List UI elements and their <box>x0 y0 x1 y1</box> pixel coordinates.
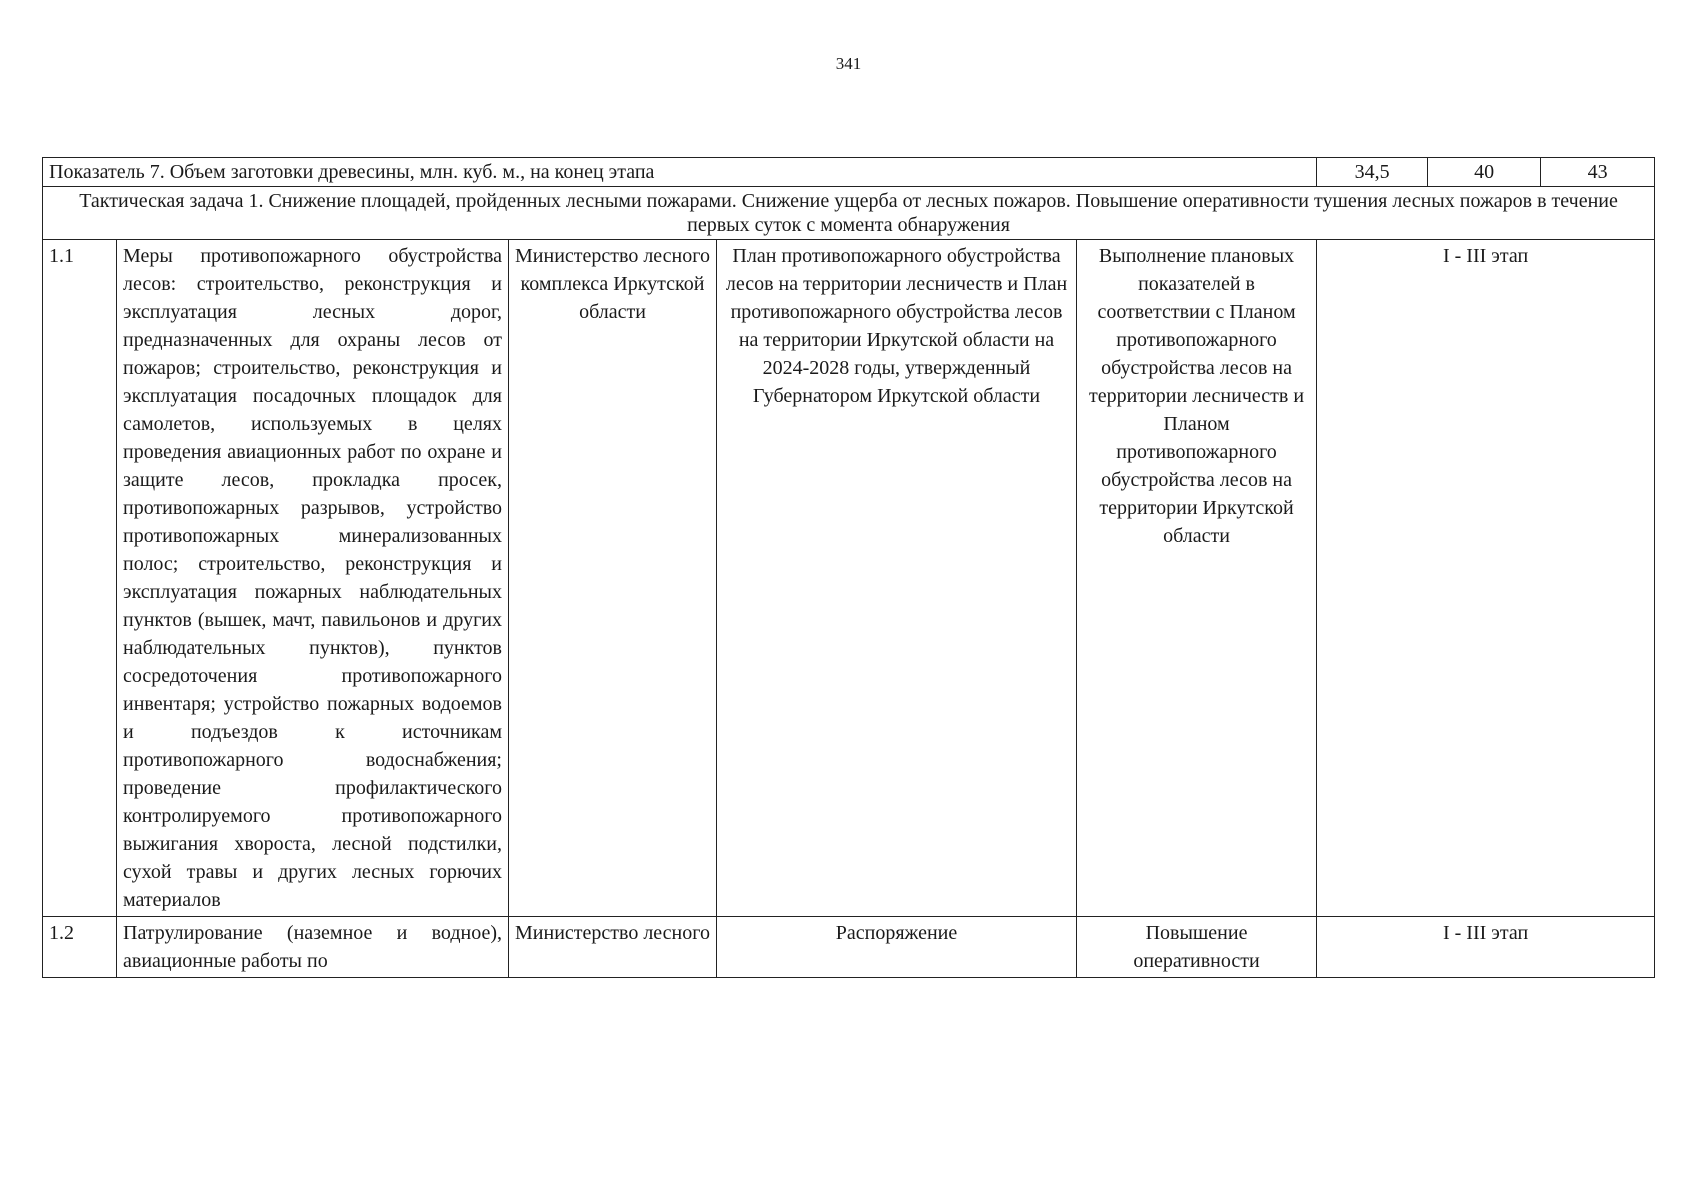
legal-document: План противопожарного обустройства лесов на территории лесничеств и План противопожарного обустройства лесов на территории Иркутской области на 2024-2028 годы, утвержденный Губернатором Иркутской области <box>717 240 1077 917</box>
row-number: 1.2 <box>43 917 117 978</box>
row-number: 1.1 <box>43 240 117 917</box>
indicator-value-stage-2: 40 <box>1428 158 1541 187</box>
measure-description: Меры противопожарного обустройства лесов: строительство, реконструкция и эксплуатация лесных дорог, предназначенных для охраны лесов от пожаров; строительство, реконструкция и эксплуатация посадочных площадок для самолетов, используемых в целях проведения авиационных работ по охране и защите лесов, прокладка просек, противопожарных разрывов, устройство противопожарных минерализованных полос; строительство, реконструкция и эксплуатация пожарных наблюдательных пунктов (вышек, мачт, павильонов и других наблюдательных пунктов), пунктов сосредоточения противопожарного инвентаря; устройство пожарных водоемов и подъездов к источникам противопожарного водоснабжения; проведение профилактического контролируемого противопожарного выжигания хвороста, лесной подстилки, сухой травы и других лесных горючих материалов <box>117 240 509 917</box>
page-number: 341 <box>835 54 862 73</box>
legal-document: Распоряжение <box>717 917 1077 978</box>
executor: Министерство лесного комплекса Иркутской области <box>509 240 717 917</box>
executor: Министерство лесного <box>509 917 717 978</box>
table-row <box>43 917 1655 978</box>
expected-result: Выполнение плановых показателей в соответствии с Планом противопожарного обустройства лесов на территории лесничеств и Планом противопожарного обустройства лесов на территории Иркутской области <box>1077 240 1317 917</box>
indicator-value-stage-3: 43 <box>1541 158 1655 187</box>
measure-description: Патрулирование (наземное и водное), авиационные работы по <box>117 917 509 978</box>
indicator-row <box>43 158 1655 187</box>
expected-result: Повышение оперативности <box>1077 917 1317 978</box>
implementation-period: I - III этап <box>1317 240 1655 917</box>
table-row <box>43 240 1655 917</box>
indicator-label: Показатель 7. Объем заготовки древесины, млн. куб. м., на конец этапа <box>43 158 1317 187</box>
measures-table <box>42 157 1655 978</box>
task-row <box>43 187 1655 240</box>
implementation-period: I - III этап <box>1317 917 1655 978</box>
task-title: Тактическая задача 1. Снижение площадей, пройденных лесными пожарами. Снижение ущерба от лесных пожаров. Повышение оперативности тушения лесных пожаров в течение первых суток с момента обнаружения <box>43 187 1655 240</box>
indicator-value-stage-1: 34,5 <box>1317 158 1428 187</box>
